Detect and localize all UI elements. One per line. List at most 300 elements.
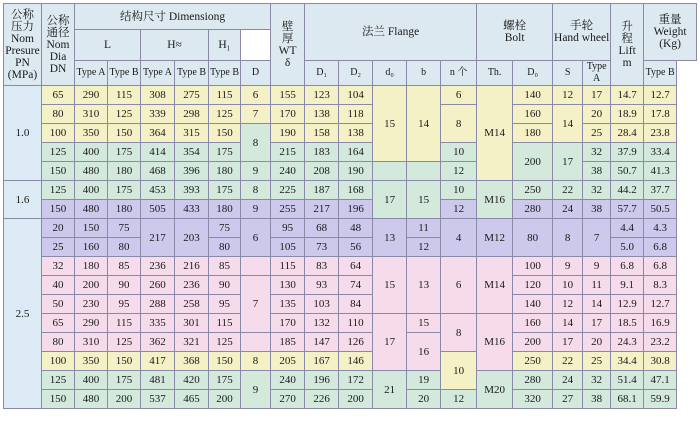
table-cell: 350 [75, 124, 108, 143]
table-cell: M14 [477, 257, 513, 314]
table-cell: 125 [42, 181, 75, 200]
table-cell: 110 [339, 314, 373, 333]
table-cell: 4.4 [611, 219, 644, 238]
table-cell: 123 [305, 86, 339, 105]
table-cell: 393 [175, 181, 209, 200]
header-b: b [407, 61, 441, 86]
table-cell: 187 [305, 181, 339, 200]
table-cell: 19 [407, 371, 441, 390]
table-cell: 8 [241, 352, 271, 371]
table-cell: 25 [42, 238, 75, 257]
table-cell: 240 [271, 371, 305, 390]
table-cell: 150 [108, 352, 141, 371]
table-cell [241, 257, 271, 276]
table-cell: 23.8 [644, 124, 677, 143]
table-cell: 57.7 [611, 200, 644, 219]
table-cell: 20 [583, 105, 611, 124]
table-cell: 320 [513, 390, 553, 409]
table-cell: 13 [407, 257, 441, 314]
table-cell: 23.2 [644, 333, 677, 352]
table-cell: 115 [271, 257, 305, 276]
table-cell: 240 [271, 162, 305, 181]
table-cell: 480 [75, 390, 108, 409]
table-row [4, 352, 697, 371]
table-cell: 180 [209, 200, 241, 219]
table-cell: 196 [339, 200, 373, 219]
table-cell: 288 [141, 295, 175, 314]
table-cell: 6.8 [611, 257, 644, 276]
table-cell: 12 [553, 295, 583, 314]
table-cell: 270 [271, 390, 305, 409]
table-row [4, 105, 697, 124]
table-cell: 13 [373, 219, 407, 257]
table-cell: 190 [271, 124, 305, 143]
spec-table-container [3, 3, 697, 409]
table-cell: 250 [513, 352, 553, 371]
table-cell: 75 [108, 219, 141, 238]
header-L-type-a: Type A [75, 61, 108, 86]
table-cell: 465 [175, 390, 209, 409]
table-cell: 32 [583, 181, 611, 200]
table-cell: 125 [209, 105, 241, 124]
table-cell: 68 [305, 219, 339, 238]
table-cell: 132 [305, 314, 339, 333]
table-cell: 10 [553, 276, 583, 295]
table-cell: 50.7 [611, 162, 644, 181]
table-cell: 155 [271, 86, 305, 105]
table-cell: 34.4 [611, 352, 644, 371]
table-cell: 354 [175, 143, 209, 162]
table-cell: 95 [271, 219, 305, 238]
table-cell: 47.1 [644, 371, 677, 390]
table-cell: 335 [141, 314, 175, 333]
table-cell: 37.9 [611, 143, 644, 162]
table-cell: 115 [108, 86, 141, 105]
header-weight-type-a: Type A [583, 61, 611, 86]
table-cell: 200 [108, 390, 141, 409]
table-cell: 310 [75, 105, 108, 124]
table-cell: 32 [583, 143, 611, 162]
table-cell: 4 [441, 219, 477, 257]
table-cell: 480 [75, 200, 108, 219]
table-cell: 350 [75, 352, 108, 371]
table-cell: 200 [75, 276, 108, 295]
table-cell: 12.7 [644, 295, 677, 314]
header-wall-thickness: 壁 厚 WT δ [271, 4, 305, 86]
table-cell: 160 [513, 314, 553, 333]
table-cell: 215 [271, 143, 305, 162]
table-cell: 250 [513, 181, 553, 200]
table-cell: 146 [339, 352, 373, 371]
header-H1: H₁ [209, 30, 241, 61]
table-cell: 150 [42, 162, 75, 181]
table-cell [241, 333, 271, 352]
header-thread: Th. [477, 61, 513, 86]
table-cell: 33.4 [644, 143, 677, 162]
table-cell: 38 [583, 200, 611, 219]
table-cell: 15 [407, 181, 441, 219]
table-cell: 10 [441, 181, 477, 200]
table-cell: 7 [583, 219, 611, 257]
table-cell: 417 [141, 352, 175, 371]
table-cell: 64 [339, 257, 373, 276]
table-cell: 130 [271, 276, 305, 295]
table-cell: 217 [141, 219, 175, 257]
table-cell: 65 [42, 86, 75, 105]
table-cell: 73 [305, 238, 339, 257]
header-H: H≈ [141, 30, 209, 61]
table-cell: 9 [241, 200, 271, 219]
table-cell: 25 [583, 352, 611, 371]
table-cell: 4.3 [644, 219, 677, 238]
table-cell: 14 [553, 314, 583, 333]
table-cell: 200 [209, 390, 241, 409]
table-cell: 21 [373, 371, 407, 409]
table-cell: 17.8 [644, 105, 677, 124]
table-cell: 93 [305, 276, 339, 295]
table-cell: 38 [583, 390, 611, 409]
table-cell: 301 [175, 314, 209, 333]
header-H1-type-b: Type B [209, 61, 241, 86]
table-cell: 180 [75, 257, 108, 276]
table-cell: 183 [305, 143, 339, 162]
table-cell: 14 [553, 105, 583, 143]
table-cell: 105 [271, 238, 305, 257]
table-cell: 160 [513, 105, 553, 124]
table-cell: 85 [209, 257, 241, 276]
table-cell: 140 [513, 86, 553, 105]
table-cell: 433 [175, 200, 209, 219]
table-cell: 11 [407, 219, 441, 238]
table-cell: 18.9 [611, 105, 644, 124]
table-cell: 84 [339, 295, 373, 314]
table-cell: 11 [583, 276, 611, 295]
table-cell: 158 [305, 124, 339, 143]
table-cell: 164 [339, 143, 373, 162]
table-cell: 115 [108, 314, 141, 333]
header-D0: D₀ [513, 61, 553, 86]
header-D1: D₁ [305, 61, 339, 86]
table-cell [407, 162, 441, 181]
table-cell: 85 [108, 257, 141, 276]
table-cell: 185 [271, 333, 305, 352]
table-cell: 22 [553, 181, 583, 200]
table-cell: 115 [209, 314, 241, 333]
table-cell: 17 [553, 143, 583, 181]
header-flange: 法兰 Flange [305, 4, 477, 61]
header-bolt-count: n 个 [441, 61, 477, 86]
table-cell: 230 [75, 295, 108, 314]
header-d0: d₀ [373, 61, 407, 86]
table-cell: 51.4 [611, 371, 644, 390]
table-cell: 83 [305, 257, 339, 276]
table-cell: 65 [42, 314, 75, 333]
table-cell: 200 [513, 143, 553, 181]
table-cell: 16.9 [644, 314, 677, 333]
table-cell: 414 [141, 143, 175, 162]
table-cell: 126 [339, 333, 373, 352]
table-cell: 14.7 [611, 86, 644, 105]
table-cell: 298 [175, 105, 209, 124]
table-cell: 7 [241, 276, 271, 333]
table-cell: 12 [407, 238, 441, 257]
header-weight: 重量 Weight (Kg) [644, 4, 697, 61]
table-cell: 44.2 [611, 181, 644, 200]
table-cell: 180 [513, 124, 553, 143]
table-cell: 12 [553, 86, 583, 105]
table-cell: 236 [175, 276, 209, 295]
table-cell: 9 [241, 371, 271, 409]
table-cell: 280 [513, 200, 553, 219]
table-cell: M16 [477, 314, 513, 371]
table-cell: 368 [175, 352, 209, 371]
table-cell: 258 [175, 295, 209, 314]
table-cell: 196 [305, 371, 339, 390]
table-cell: 95 [209, 295, 241, 314]
table-cell: 205 [271, 352, 305, 371]
table-cell: 15 [373, 86, 407, 162]
table-cell: 175 [108, 371, 141, 390]
table-cell: 537 [141, 390, 175, 409]
table-cell: 175 [209, 143, 241, 162]
table-row [4, 276, 697, 295]
table-cell: 8 [441, 105, 477, 143]
table-cell: 24 [553, 200, 583, 219]
table-cell: 90 [209, 276, 241, 295]
table-cell: 8 [441, 314, 477, 352]
header-bolt: 螺栓 Bolt [477, 4, 553, 61]
table-cell: 168 [339, 181, 373, 200]
table-cell: 9 [241, 162, 271, 181]
table-body [4, 86, 697, 409]
pressure-group-cell: 1.0 [4, 86, 42, 181]
table-cell: 30.8 [644, 352, 677, 371]
table-cell: 6 [441, 86, 477, 105]
table-cell: 190 [339, 162, 373, 181]
header-nominal-pressure: 公称 压力 Nom Presure PN (MPa) [4, 4, 42, 86]
table-row [4, 181, 697, 200]
table-cell: 125 [108, 333, 141, 352]
table-cell: 10 [441, 352, 477, 390]
table-cell [373, 162, 407, 181]
table-cell: 6 [241, 86, 271, 105]
table-cell: 280 [513, 371, 553, 390]
pressure-group-cell: 2.5 [4, 219, 42, 409]
table-row [4, 371, 697, 390]
table-row [4, 219, 697, 238]
table-cell: 12 [441, 162, 477, 181]
table-cell: 150 [42, 200, 75, 219]
table-cell: 20 [407, 390, 441, 409]
table-cell: 15 [373, 257, 407, 314]
table-cell: 6 [441, 257, 477, 314]
table-cell: 362 [141, 333, 175, 352]
table-cell: 50 [42, 295, 75, 314]
table-cell: 59.9 [644, 390, 677, 409]
table-cell: 175 [108, 181, 141, 200]
table-cell: 17 [373, 181, 407, 219]
table-cell: 17 [583, 314, 611, 333]
header-D: D [241, 61, 271, 86]
table-cell: 150 [108, 124, 141, 143]
table-cell: 8 [241, 181, 271, 200]
table-cell: 400 [75, 181, 108, 200]
table-cell: 140 [513, 295, 553, 314]
table-cell: 339 [141, 105, 175, 124]
table-cell: 135 [271, 295, 305, 314]
table-cell: 80 [209, 238, 241, 257]
table-cell: 56 [339, 238, 373, 257]
table-row [4, 333, 697, 352]
table-cell: 20 [42, 219, 75, 238]
table-cell: 203 [175, 219, 209, 257]
table-cell: M12 [477, 219, 513, 257]
table-cell: 80 [108, 238, 141, 257]
table-cell: 9.1 [611, 276, 644, 295]
table-row [4, 314, 697, 333]
table-cell: 118 [339, 105, 373, 124]
pressure-group-cell: 1.6 [4, 181, 42, 219]
table-cell: 216 [175, 257, 209, 276]
header-hand-wheel: 手轮 Hand wheel [553, 4, 611, 61]
table-cell: 480 [75, 162, 108, 181]
table-cell: 200 [513, 333, 553, 352]
table-cell: 9 [553, 257, 583, 276]
table-cell: 20 [583, 333, 611, 352]
table-cell: 125 [42, 143, 75, 162]
table-cell: 12.9 [611, 295, 644, 314]
header-L: L [75, 30, 141, 61]
table-cell: 160 [75, 238, 108, 257]
table-row [4, 390, 697, 409]
table-row [4, 295, 697, 314]
table-cell: M20 [477, 371, 513, 409]
table-cell: 468 [141, 162, 175, 181]
table-cell: 12 [441, 200, 477, 219]
header-S: S [553, 61, 583, 86]
header-D2: D₂ [339, 61, 373, 86]
table-cell: 8.3 [644, 276, 677, 295]
header-weight-type-b: Type B [644, 61, 677, 86]
header-H-type-b: Type B [175, 61, 209, 86]
table-cell: 255 [271, 200, 305, 219]
table-cell: 290 [75, 314, 108, 333]
table-cell: M14 [477, 86, 513, 181]
table-cell: 104 [339, 86, 373, 105]
table-cell: 28.4 [611, 124, 644, 143]
table-cell: 481 [141, 371, 175, 390]
table-cell: 175 [209, 181, 241, 200]
table-cell: 8 [553, 219, 583, 257]
table-cell: 5.0 [611, 238, 644, 257]
table-cell: 17 [373, 314, 407, 371]
table-cell: 170 [271, 314, 305, 333]
table-cell: 138 [305, 105, 339, 124]
table-cell: 396 [175, 162, 209, 181]
table-cell: 100 [42, 124, 75, 143]
table-cell: 125 [209, 333, 241, 352]
table-cell: 125 [42, 371, 75, 390]
table-cell: 80 [42, 105, 75, 124]
table-cell: 225 [271, 181, 305, 200]
table-cell: 505 [141, 200, 175, 219]
table-cell: 200 [339, 390, 373, 409]
table-cell: 24 [553, 371, 583, 390]
table-cell: 310 [75, 333, 108, 352]
table-cell: 308 [141, 86, 175, 105]
table-cell: 74 [339, 276, 373, 295]
table-cell: 217 [305, 200, 339, 219]
table-cell: 8 [241, 124, 271, 162]
table-cell: 24.3 [611, 333, 644, 352]
table-cell: 32 [583, 371, 611, 390]
table-row [4, 257, 697, 276]
header-L-type-b: Type B [108, 61, 141, 86]
header-structure-dimensions: 结构尺寸 Dimensiong [75, 4, 271, 30]
table-cell: 6.8 [644, 257, 677, 276]
table-row [4, 200, 697, 219]
table-cell: 167 [305, 352, 339, 371]
table-cell: 95 [108, 295, 141, 314]
table-cell: 420 [175, 371, 209, 390]
table-cell: 50.5 [644, 200, 677, 219]
table-cell: 125 [108, 105, 141, 124]
table-cell: 40 [42, 276, 75, 295]
header-lift: 升 程 Lift m [611, 4, 644, 86]
table-cell: 22 [553, 352, 583, 371]
table-cell: 180 [108, 200, 141, 219]
table-cell: 236 [141, 257, 175, 276]
table-cell: 120 [513, 276, 553, 295]
table-cell: 147 [305, 333, 339, 352]
table-cell: 17 [553, 333, 583, 352]
table-cell: 100 [42, 352, 75, 371]
table-cell: 38 [583, 162, 611, 181]
table-cell: 15 [407, 314, 441, 333]
table-cell: 315 [175, 124, 209, 143]
table-cell: 9 [583, 257, 611, 276]
table-cell: 180 [209, 162, 241, 181]
header-nominal-diameter: 公称 通径 Nom Dia DN [42, 4, 75, 86]
table-cell: 150 [75, 219, 108, 238]
table-row [4, 162, 697, 181]
table-cell: 400 [75, 143, 108, 162]
table-cell: 180 [108, 162, 141, 181]
table-cell: 150 [42, 390, 75, 409]
table-cell: 12 [441, 390, 477, 409]
table-cell: 16 [407, 333, 441, 371]
table-row [4, 143, 697, 162]
table-cell: 6.8 [644, 238, 677, 257]
table-cell: 115 [209, 86, 241, 105]
table-cell: 321 [175, 333, 209, 352]
table-cell: 100 [513, 257, 553, 276]
table-cell: 25 [583, 124, 611, 143]
table-cell: 172 [339, 371, 373, 390]
table-cell: 150 [209, 352, 241, 371]
table-cell: 90 [108, 276, 141, 295]
table-cell: 275 [175, 86, 209, 105]
table-cell: 32 [42, 257, 75, 276]
table-cell: 48 [339, 219, 373, 238]
header-H-type-a: Type A [141, 61, 175, 86]
table-cell: 364 [141, 124, 175, 143]
table-cell: 75 [209, 219, 241, 238]
table-cell: 80 [513, 219, 553, 257]
table-cell: 103 [305, 295, 339, 314]
table-cell: 14 [407, 86, 441, 162]
table-cell: 37.7 [644, 181, 677, 200]
